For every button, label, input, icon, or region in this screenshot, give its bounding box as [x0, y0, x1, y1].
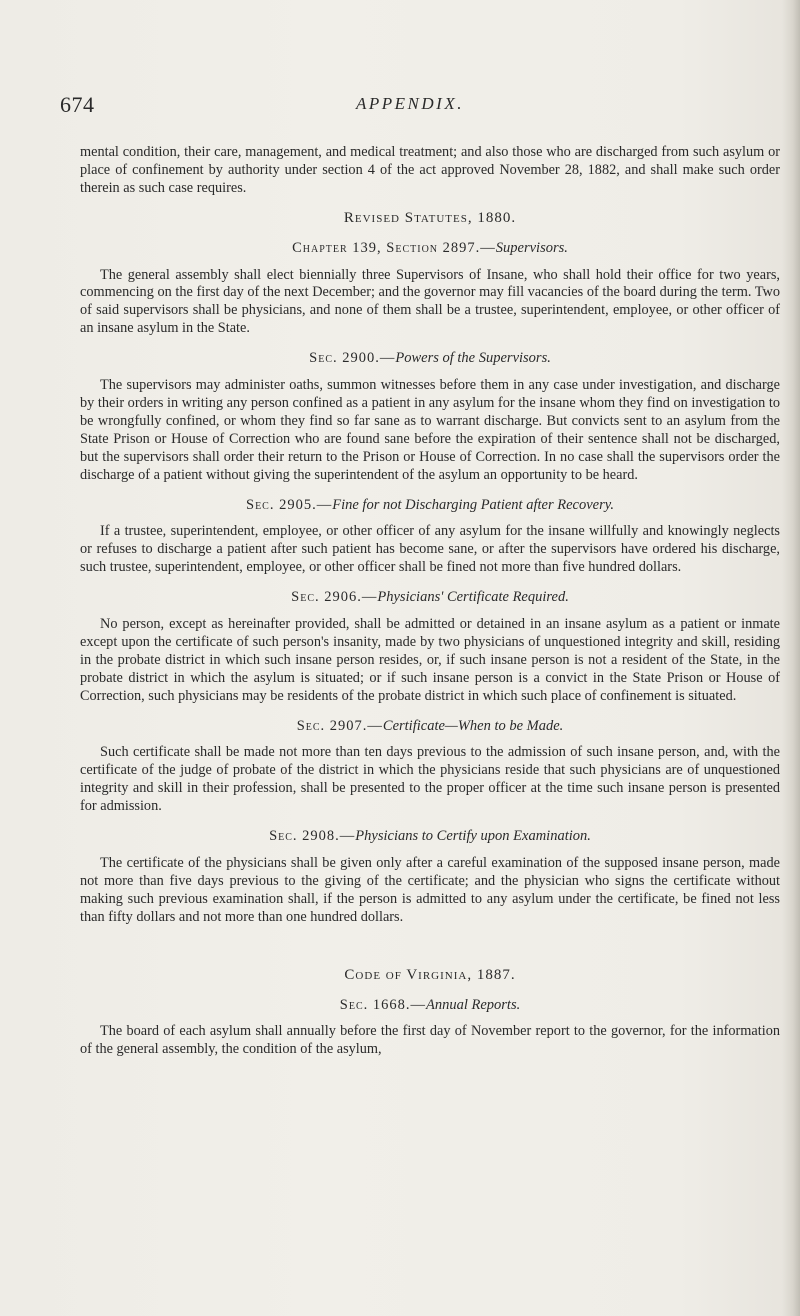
section-2897-text: The general assembly shall elect biennially three Supervisors of Insane, who shall hold their office for two years, commencing on the first day of the next December; and the governor may fill vacancies of the board during the term. Two of said supervisors shall be physicians, and none of them shall be a trustee, superintendent, employee, or other officer of an insane asylum in the State. [80, 266, 780, 337]
section-2907-heading [80, 718, 780, 736]
virginia-code-heading: Code of Virginia, 1887. [344, 966, 516, 983]
section-1668-text: The board of each asylum shall annually before the first day of November report to the governor, for the information of the general assembly, the condition of the asylum, [80, 1023, 780, 1058]
section-2906-heading [80, 589, 780, 607]
spacer [80, 933, 780, 955]
section-2900-title: Powers of the Supervisors. [395, 350, 551, 367]
section-2905-label: Sec. 2905.— [246, 496, 333, 513]
section-2900-text: The supervisors may administer oaths, summon witnesses before them in any case under investigation, and discharge by their orders in writing any person confined as a patient in any asylum for the insane whom they find on investigation to be wrongfully confined, or whom they find so far sane as to warrant discharge. But convicts sent to an asylum from the State Prison or House of Correction who are found sane before the expiration of their sentence shall not be discharged, but the supervisors shall order their return to the Prison or House of Correction. In no case shall the supervisors order the discharge of a patient without giving the superintendent of the asylum an opportunity to be heard. [80, 377, 780, 483]
section-2900-heading [80, 350, 780, 368]
section-2907-text: Such certificate shall be made not more than ten days previous to the admission of such insane person, and, with the certificate of the judge of probate of the district in which the physicians reside that such physicians are of unquestioned integrity and skill in their profession, shall be presented to the proper officer at the time such insane person is presented for admission. [80, 744, 780, 815]
section-2908-heading [80, 828, 780, 846]
section-2906-title: Physicians' Certificate Required. [377, 589, 569, 606]
page-header [60, 92, 760, 126]
section-1668-heading [80, 997, 780, 1015]
running-head: APPENDIX. [356, 94, 464, 113]
section-2905-title: Fine for not Discharging Patient after Recovery. [332, 496, 614, 513]
section-2905-heading [80, 497, 780, 515]
section-2905-text: If a trustee, superintendent, employee, or other officer of any asylum for the insane willfully and knowingly neglects or refuses to discharge a patient after such patient has become sane, or after the supervisors have ordered his discharge, such trustee, superintendent, employee, or other officer shall be fined not more than five hundred dollars. [80, 523, 780, 576]
intro-paragraph: mental condition, their care, management, and medical treatment; and also those who are discharged from such asylum or place of confinement by authority under section 4 of the act approved November 28, 1882, and shall make such order therein as such case requires. [80, 144, 780, 196]
page-number: 674 [60, 92, 95, 117]
section-2897-title: Supervisors. [495, 239, 568, 256]
revised-statutes-heading: Revised Statutes, 1880. [343, 209, 517, 226]
section-2908-label: Sec. 2908.— [269, 828, 356, 845]
section-2907-title: Certificate—When to be Made. [382, 717, 564, 734]
page-body [80, 144, 780, 1065]
section-2906-label: Sec. 2906.— [291, 589, 378, 606]
section-2897-heading [80, 240, 780, 258]
page-edge-shadow [782, 0, 800, 1316]
section-2897-label: Chapter 139, Section 2897.— [292, 239, 496, 256]
section-2908-text: The certificate of the physicians shall be given only after a careful examination of the supposed insane person, made not more than five days previous to the giving of the certificate; and the physician who signs the certificate without making such previous examination shall, if the person is admitted to any asylum under the certificate, be fined not less than fifty dollars and not more than one hundred dollars. [80, 855, 780, 925]
section-1668-label: Sec. 1668.— [339, 996, 426, 1013]
section-2900-label: Sec. 2900.— [309, 350, 396, 367]
section-2908-title: Physicians to Certify upon Examination. [355, 828, 591, 845]
section-2906-text: No person, except as hereinafter provided, shall be admitted or detained in an insane asylum as a patient or inmate except upon the certificate of such person's insanity, made by two physicians of unquestioned integrity and skill, residing in the probate district in which such insane person resides, or, if such insane person is not a resident of the State, in the probate district in which the asylum is situated; or if such insane person is a convict in the State Prison or House of Correction, such physicians may be residents of the probate district in which such place of confinement is situated. [80, 616, 780, 704]
section-1668-title: Annual Reports. [425, 996, 521, 1013]
section-2907-label: Sec. 2907.— [296, 717, 383, 734]
